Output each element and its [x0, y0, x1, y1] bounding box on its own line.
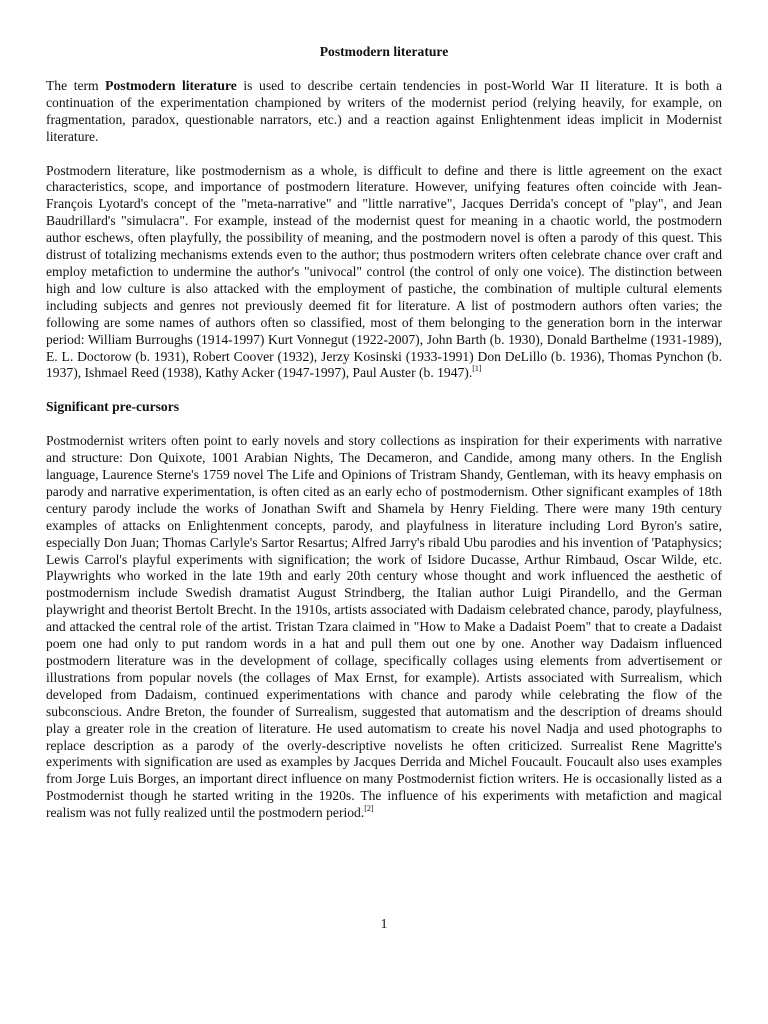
body-paragraph-3	[46, 433, 722, 822]
section-heading-precursors: Significant pre-cursors	[46, 399, 180, 415]
intro-text-before: The term	[46, 77, 106, 93]
intro-bold-term: Postmodern literature	[105, 77, 237, 93]
citation-link-1[interactable]: [1]	[472, 363, 482, 373]
page-number: 1	[380, 916, 388, 931]
intro-text-after: is used to describe certain tendencies in post-World War II literature. It is both a continuation of the experimentation championed by writers of the modernist period (relying heavily, for example, on fragmentation, paradox, questionable narrators, etc.) and a reaction against Enlightenment ideas implicit in Modernist literature.	[46, 77, 722, 144]
citation-link-2[interactable]: [2]	[364, 803, 374, 813]
document-title: Postmodern literature	[319, 44, 449, 59]
body-paragraph-2	[46, 163, 722, 383]
intro-paragraph	[46, 78, 722, 146]
paragraph-3-text: Postmodernist writers often point to early novels and story collections as inspiration for their experiments with narrative and structure: Don Quixote, 1001 Arabian Nights, The Decameron, and Candide, among many others. In the English language, Laurence Sterne's 1759 novel The Life and Opinions of Tristram Shandy, Gentleman, with its heavy emphasis on parody and narrative experimentation, is often cited as an early echo of postmodernism. Other significant examples of 18th century parody include the works of Jonathan Swift and Shamela by Henry Fielding. There were many 19th century examples of attacks on Enlightenment concepts, parody, and playfulness in literature including Lord Byron's satire, especially Don Juan; Thomas Carlyle's Sartor Resartus; Alfred Jarry's ribald Ubu parodies and his invention of 'Pataphysics; Lewis Carrol's playful experiments with signification; the work of Isidore Ducasse, Arthur Rimbaud, Oscar Wilde, etc. Playwrights who worked in the late 19th and early 20th century whose thought and work influenced the aesthetic of postmodernism include Swedish dramatist August Strindberg, the Italian author Luigi Pirandello, and the German playwright and theorist Bertolt Brecht. In the 1910s, artists associated with Dadaism celebrated chance, parody, playfulness, and attacked the central role of the artist. Tristan Tzara claimed in "How to Make a Dadaist Poem" that to create a Dadaist poem one had only to put random words in a hat and pull them out one by one. Another way Dadaism influenced postmodern literature was in the development of collage, specifically collages using elements from advertisement or illustrations from popular novels (the collages of Max Ernst, for example). Artists associated with Surrealism, which developed from Dadaism, continued experimentations with chance and parody while celebrating the flow of the subconscious. Andre Breton, the founder of Surrealism, suggested that automatism and the description of dreams should play a greater role in the creation of literature. He used automatism to create his novel Nadja and used photographs to replace description as a parody of the overly-descriptive novelists he often criticized. Surrealist Rene Magritte's experiments with signification are used as examples by Jacques Derrida and Michel Foucault. Foucault also uses examples from Jorge Luis Borges, an important direct influence on many Postmodernist fiction writers. He is occasionally listed as a Postmodernist though he started writing in the 1920s. The influence of his experiments with metafiction and magical realism was not fully realized until the postmodern period.	[46, 433, 722, 821]
document-page	[46, 44, 722, 839]
paragraph-2-text: Postmodern literature, like postmodernism as a whole, is difficult to define and there is little agreement on the exact characteristics, scope, and importance of postmodern literature. However, unifying features often coincide with Jean-François Lyotard's concept of the "meta-narrative" and "little narrative", Jacques Derrida's concept of "play", and Jean Baudrillard's "simulacra". For example, instead of the modernist quest for meaning in a chaotic world, the postmodern author eschews, often playfully, the possibility of meaning, and the postmodern novel is often a parody of this quest. This distrust of totalizing mechanisms extends even to the author; thus postmodern writers often celebrate chance over craft and employ metafiction to undermine the author's "univocal" control (the control of only one voice). The distinction between high and low culture is also attacked with the employment of pastiche, the combination of multiple cultural elements including subjects and genres not previously deemed fit for literature. A list of postmodern authors often varies; the following are some names of authors often so classified, most of them belonging to the generation born in the interwar period: William Burroughs (1914-1997) Kurt Vonnegut (1922-2007), John Barth (b. 1930), Donald Barthelme (1931-1989), E. L. Doctorow (b. 1931), Robert Coover (1932), Jerzy Kosinski (1933-1991) Don DeLillo (b. 1936), Thomas Pynchon (b. 1937), Ishmael Reed (1938), Kathy Acker (1947-1997), Paul Auster (b. 1947).	[46, 162, 722, 381]
